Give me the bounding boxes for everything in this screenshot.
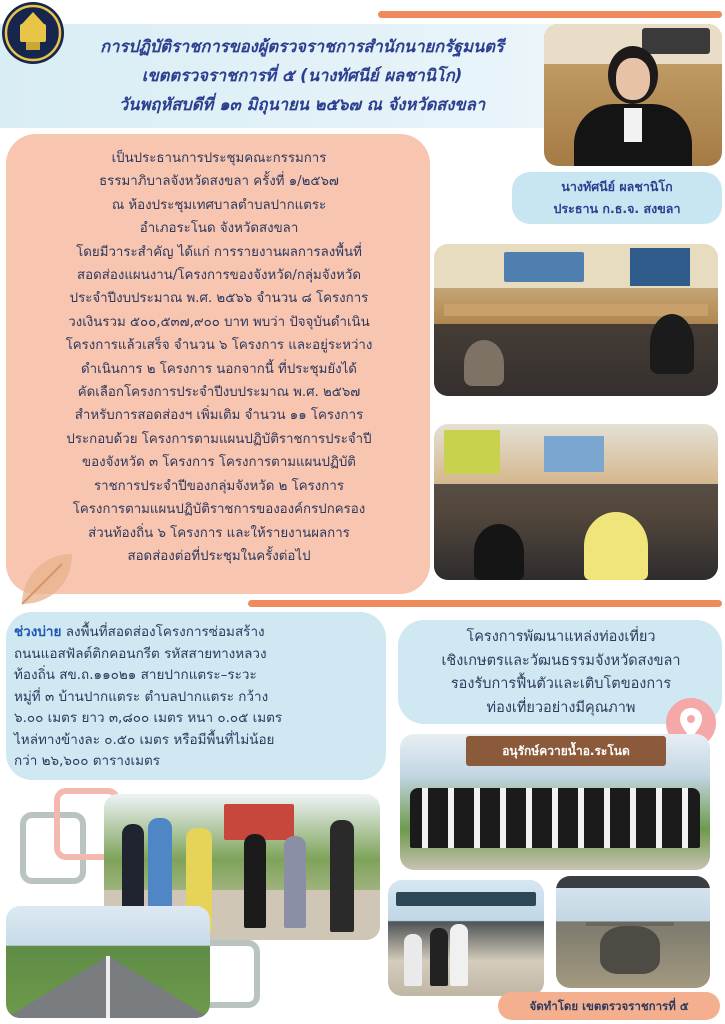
footer-credit: จัดทำโดย เขตตรวจราชการที่ ๕ — [498, 992, 720, 1020]
summary-line: ประจำปีงบประมาณ พ.ศ. ๒๕๖๖ จำนวน ๘ โครงการ — [69, 291, 369, 307]
afternoon-line-text: ลงพื้นที่สอดส่องโครงการซ่อมสร้าง — [65, 624, 265, 640]
farm-visit-photo — [388, 880, 544, 996]
summary-line: สอดส่องต่อที่ประชุมในครั้งต่อไป — [127, 548, 311, 564]
project-line: โครงการพัฒนาแหล่งท่องเที่ยว — [466, 629, 656, 645]
afternoon-line: ท้องถิ่น สข.ถ.๑๑๐๒๑ สายปากแตระ–ระวะ — [14, 667, 257, 683]
project-line: เชิงเกษตรและวัฒนธรรมจังหวัดสงขลา — [441, 652, 681, 669]
summary-line: วงเงินรวม ๕๐๐,๕๓๗,๙๐๐ บาท พบว่า ปัจจุบันดำเนิน — [68, 314, 370, 330]
portrait-photo — [544, 24, 722, 166]
meeting-photo-2 — [434, 424, 718, 580]
afternoon-line: ๖.๐๐ เมตร ยาว ๓,๘๐๐ เมตร หนา ๐.๐๕ เมตร — [14, 710, 283, 726]
summary-line: ส่วนท้องถิ่น ๖ โครงการ และให้รายงานผลการ — [88, 525, 350, 541]
summary-line: อำเภอระโนด จังหวัดสงขลา — [139, 221, 299, 237]
park-sign-text: อนุรักษ์ควายน้ำอ.ระโนด — [502, 744, 630, 758]
title-line-3: วันพฤหัสบดีที่ ๑๓ มิถุนายน ๒๕๖๗ ณ จังหวัดสงขลา — [118, 95, 486, 114]
summary-line: โดยมีวาระสำคัญ ได้แก่ การรายงานผลการลงพื้นที่ — [76, 244, 362, 260]
project-line: รองรับการฟื้นตัวและเติบโตของการ — [450, 676, 672, 692]
summary-line: ประกอบด้วย โครงการตามแผนปฏิบัติราชการประจำปี — [66, 431, 372, 447]
government-emblem-icon — [2, 2, 64, 64]
summary-line: เป็นประธานการประชุมคณะกรรมการ — [111, 151, 327, 166]
portrait-name: นางทัศนีย์ ผลชานิโก — [561, 179, 673, 194]
buffalo-photo — [556, 876, 710, 988]
portrait-caption — [512, 172, 722, 224]
afternoon-line: ไหล่ทางข้างละ ๐.๕๐ เมตร หรือมีพื้นที่ไม่น้อย — [14, 731, 275, 748]
title-line-2: เขตตรวจราชการที่ ๕ (นางทัศนีย์ ผลชานิโก) — [141, 66, 463, 85]
summary-line: ของจังหวัด ๓ โครงการ โครงการตามแผนปฏิบัติ — [82, 455, 356, 471]
road-photo — [6, 906, 210, 1018]
afternoon-line: หมู่ที่ ๓ บ้านปากแตระ ตำบลปากแตระ กว้าง — [14, 688, 269, 705]
summary-line: โครงการตามแผนปฏิบัติราชการขององค์กรปกครอง — [72, 502, 366, 518]
summary-line: ณ ห้องประชุมเทศบาลตำบลปากแตระ — [111, 197, 327, 213]
summary-line: ราชการประจำปีของกลุ่มจังหวัด ๒ โครงการ — [94, 478, 344, 494]
top-accent-bar — [378, 11, 722, 18]
meeting-photo-1 — [434, 244, 718, 396]
summary-line: คัดเลือกโครงการประจำปีงบประมาณ พ.ศ. ๒๕๖๗ — [77, 385, 361, 401]
portrait-role: ประธาน ก.ธ.จ. สงขลา — [553, 201, 681, 216]
summary-line: สำหรับการสอดส่องฯ เพิ่มเติม จำนวน ๑๑ โครงการ — [74, 408, 364, 424]
afternoon-inspection-text — [14, 622, 380, 773]
page-title — [62, 32, 542, 119]
meeting-summary-text — [10, 147, 428, 568]
afternoon-line: กว่า ๒๖,๖๐๐ ตารางเมตร — [14, 753, 161, 769]
summary-line: ดำเนินการ ๒ โครงการ นอกจากนี้ ที่ประชุมยังได้ — [81, 361, 357, 377]
title-line-1: การปฏิบัติราชการของผู้ตรวจราชการสำนักนายกรัฐมนตรี — [100, 37, 504, 56]
tourism-group-photo — [400, 734, 710, 870]
summary-line: สอดส่องแผนงาน/โครงการของจังหวัด/กลุ่มจังหวัด — [77, 268, 361, 284]
middle-accent-bar — [248, 600, 722, 607]
afternoon-line: ถนนแอสฟัลต์ติกคอนกรีต รหัสสายทางหลวง — [14, 645, 267, 662]
afternoon-line — [14, 622, 380, 644]
afternoon-highlight: ช่วงบ่าย — [14, 624, 62, 640]
summary-line: ธรรมาภิบาลจังหวัดสงขลา ครั้งที่ ๑/๒๕๖๗ — [99, 174, 339, 190]
project-line: ท่องเที่ยวอย่างมีคุณภาพ — [486, 699, 636, 716]
summary-line: โครงการแล้วเสร็จ จำนวน ๖ โครงการ และอยู่ระหว่าง — [65, 338, 373, 354]
